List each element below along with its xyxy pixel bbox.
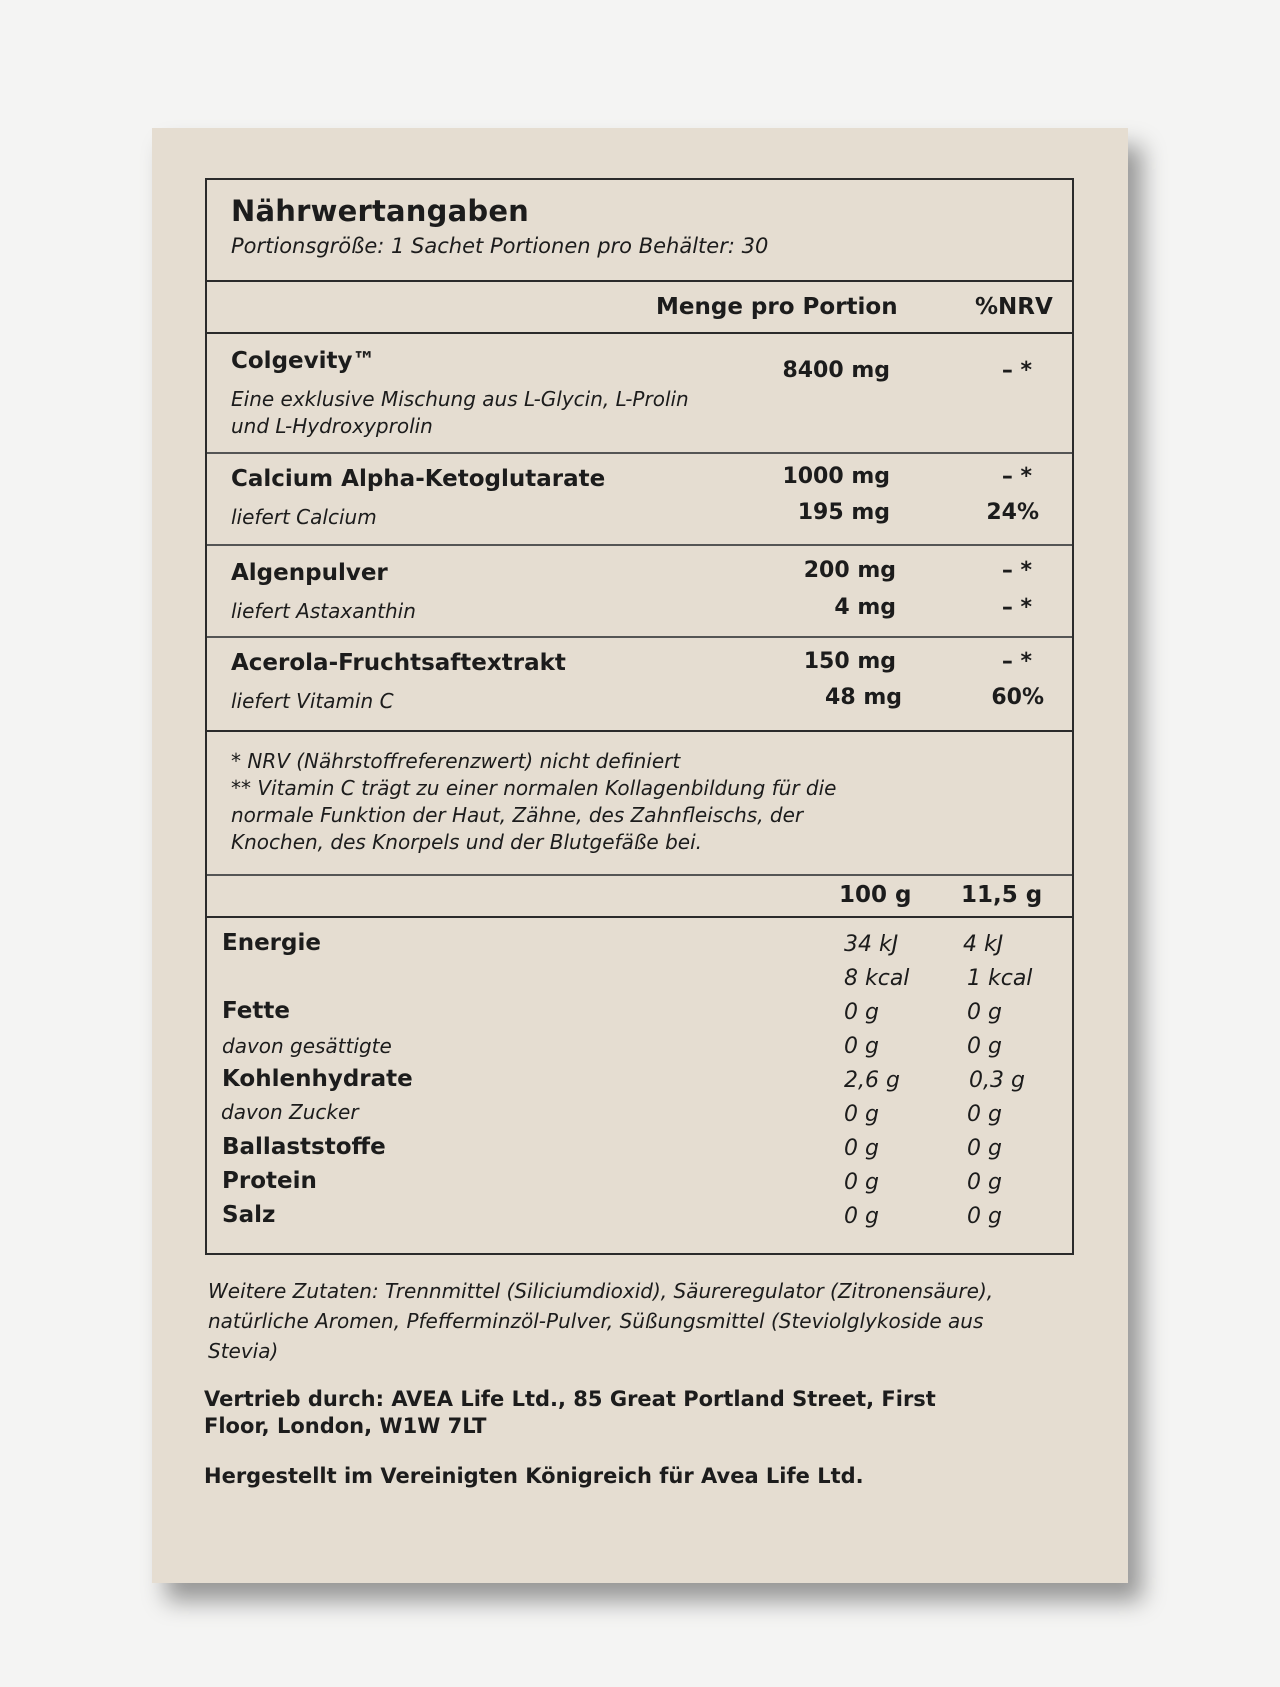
divider [207,280,1072,282]
footnote: Knochen, des Knorpels und der Blutgefäße bei. [231,830,703,854]
ingredient-nrv: – * [1001,649,1032,674]
nutrient-label-fat: Fette [222,998,290,1024]
nutrient-value-serving: 0 g [967,1000,1002,1025]
ingredient-sub-nrv: 60% [991,685,1044,710]
nutrient-value-serving: 0 g [967,1102,1002,1127]
nutrient-label-fiber: Ballaststoffe [222,1134,386,1160]
nutrient-value-100g: 8 kcal [844,966,910,991]
nutrition-facts-table [205,178,1074,1255]
ingredient-name: Calcium Alpha-Ketoglutarate [231,466,606,492]
column-per-100g-header: 100 g [839,882,912,908]
nutrient-label-saturated: davon gesättigte [222,1034,392,1058]
label-title: Nährwertangaben [231,194,530,228]
nutrient-label-energy: Energie [222,930,321,956]
ingredient-sub-amount: 48 mg [825,685,902,710]
nutrient-label-protein: Protein [222,1168,317,1194]
serving-info: Portionsgröße: 1 Sachet Portionen pro Behälter: 30 [231,234,769,258]
divider [207,874,1072,876]
divider [207,452,1072,454]
ingredient-name: Algenpulver [231,560,388,586]
nutrient-value-100g: 0 g [844,1170,879,1195]
ingredient-amount: 150 mg [803,649,896,674]
ingredient-description: Eine exklusive Mischung aus L-Glycin, L-Prolin [231,387,689,411]
manufacturer-info: Hergestellt im Vereinigten Königreich für Avea Life Ltd. [204,1464,864,1488]
divider [207,332,1072,334]
ingredient-name: Acerola-Fruchtsaftextrakt [231,650,566,676]
nutrient-value-100g: 34 kJ [844,932,899,957]
footnote: normale Funktion der Haut, Zähne, des Zahnfleischs, der [231,803,804,827]
nutrient-value-serving: 0 g [967,1170,1002,1195]
footnote: ** Vitamin C trägt zu einer normalen Kollagenbildung für die [231,776,837,800]
ingredient-amount: 200 mg [803,558,896,583]
nutrient-value-100g: 0 g [844,1204,879,1229]
nutrient-value-serving: 4 kJ [963,932,1004,957]
nutrient-value-100g: 0 g [844,1136,879,1161]
ingredient-nrv: – * [1001,464,1032,489]
nutrient-value-serving: 1 kcal [967,966,1033,991]
nutrient-value-serving: 0,3 g [969,1068,1025,1093]
ingredient-amount: 8400 mg [782,358,890,383]
nutrient-value-100g: 0 g [844,1102,879,1127]
divider [207,636,1072,638]
column-nrv-header: %NRV [975,294,1053,320]
ingredient-description: und L-Hydroxyprolin [231,414,433,438]
ingredient-sub-name: liefert Vitamin C [231,689,394,713]
distributor-info: Vertrieb durch: AVEA Life Ltd., 85 Great Portland Street, First Floor, London, W1W 7LT [204,1387,936,1438]
ingredient-name: Colgevity™ [231,348,376,374]
ingredient-sub-amount: 4 mg [834,595,896,620]
footnote: * NRV (Nährstoffreferenzwert) nicht definiert [231,749,681,773]
column-per-serving-header: 11,5 g [961,882,1043,908]
ingredient-amount: 1000 mg [782,464,890,489]
nutrient-label-carbs: Kohlenhydrate [222,1066,413,1092]
nutrient-label-sugar: davon Zucker [221,1100,359,1124]
nutrient-label-salt: Salz [222,1202,276,1228]
nutrient-value-serving: 0 g [967,1136,1002,1161]
divider [207,916,1072,918]
ingredient-sub-amount: 195 mg [797,500,890,525]
divider [207,544,1072,546]
ingredient-nrv: – * [1001,358,1032,383]
column-amount-header: Menge pro Portion [656,294,898,320]
nutrient-value-serving: 0 g [967,1204,1002,1229]
other-ingredients: Weitere Zutaten: Trennmittel (Siliciumdioxid), Säureregulator (Zitronensäure), natürliche Aromen, Pfefferminzöl-Pulver, Süßungsmittel (Steviolglykoside aus Stevia) [208,1279,994,1363]
nutrition-label-card [152,128,1128,1583]
nutrient-value-100g: 2,6 g [844,1068,900,1093]
nutrient-value-serving: 0 g [967,1034,1002,1059]
ingredient-sub-nrv: – * [1001,595,1032,620]
ingredient-sub-name: liefert Calcium [231,505,377,529]
ingredient-nrv: – * [1001,558,1032,583]
divider [207,730,1072,732]
ingredient-sub-name: liefert Astaxanthin [231,599,416,623]
ingredient-sub-nrv: 24% [986,500,1039,525]
nutrient-value-100g: 0 g [844,1000,879,1025]
nutrient-value-100g: 0 g [844,1034,879,1059]
